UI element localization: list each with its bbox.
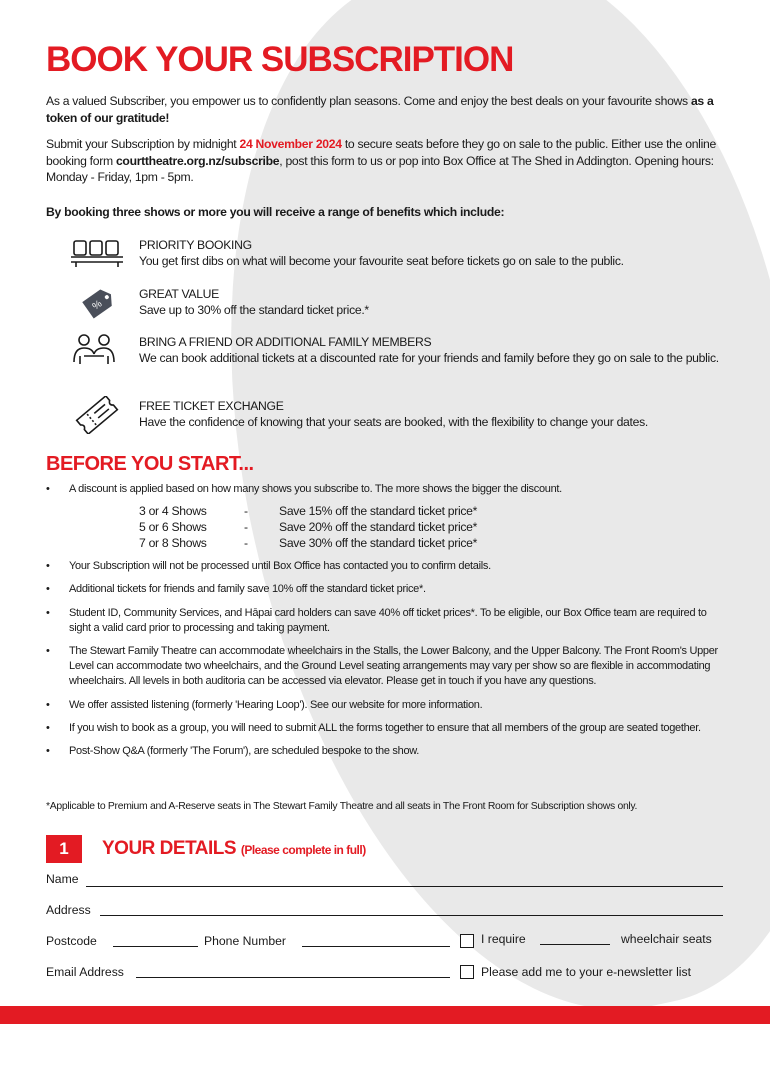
benefit-title: FREE TICKET EXCHANGE [139,399,284,413]
benefit-description: We can book additional tickets at a discounted rate for your friends and family before they go on sale to the public. [139,351,719,366]
tier-row [139,503,726,519]
phone-field[interactable] [302,946,450,947]
tier-shows: 7 or 8 Shows [139,536,207,551]
name-field[interactable] [86,886,723,887]
benefit-title: PRIORITY BOOKING [139,238,252,252]
page-title: BOOK YOUR SUBSCRIPTION [46,40,514,79]
seats-icon [70,235,124,275]
email-field[interactable] [136,977,450,978]
intro-gratitude: as a token of our gratitude! [46,94,714,125]
list-item: • The Stewart Family Theatre can accommodate wheelchairs in the Stalls, the Lower Balcony, and the Upper Balcony. The Front Room's Upper Level can accommodate two wheelchairs, and the Ground Level seating arrangements may vary per show so are flexible in accommodating wheelchairs. All levels in both auditoria can be accessed via elevator. Please get in touch if you have any questions. [46,644,726,690]
benefit-free-ticket-exchange [46,398,726,448]
intro-text: to secure seats before they go on sale to the public. Either use the online booking form [46,137,716,168]
tier-saving: Save 20% off the standard ticket price* [279,520,478,535]
notes-list [46,482,726,767]
wheelchair-label: wheelchair seats [621,932,712,946]
list-item: • We offer assisted listening (formerly 'Hearing Loop'). See our website for more information. [46,698,726,713]
benefit-bring-a-friend [46,334,726,384]
benefit-description: Save up to 30% off the standard ticket price.* [139,303,369,318]
list-item: • Your Subscription will not be processed until Box Office has contacted you to confirm details. [46,559,726,574]
wheelchair-count-field[interactable] [540,944,610,945]
intro-text: , post this form to us or pop into Box Office at The Shed in Addington. Opening hours: Monday - Friday, 1pm - 5pm. [46,153,714,184]
friends-icon [70,332,124,372]
discount-tag-icon [70,284,124,324]
intro-paragraph-2 [46,136,726,186]
tier-row [139,535,726,551]
tier-shows: 3 or 4 Shows [139,504,207,519]
tier-dash: - [244,536,248,551]
footnote: *Applicable to Premium and A-Reserve seats in The Stewart Family Theatre and all seats in The Front Room for Subscription shows only. [46,801,638,812]
benefit-priority-booking [46,237,726,287]
tier-saving: Save 15% off the standard ticket price* [279,504,478,519]
phone-label: Phone Number [204,934,286,948]
intro-text: As a valued Subscriber, you empower us to confidently plan seasons. Come and enjoy the best deals on your favourite shows [46,94,691,108]
section-title-text: YOUR DETAILS [102,838,237,859]
tier-dash: - [244,520,248,535]
list-item [46,482,726,551]
discount-note: A discount is applied based on how many shows you subscribe to. The more shows the bigger the discount. [69,483,562,495]
benefit-text [139,398,729,431]
benefit-text [139,334,729,367]
section-subtitle: (Please complete in full) [240,843,366,857]
intro-text: Submit your Subscription by midnight [46,137,240,151]
name-label: Name [46,872,79,886]
list-item: • Additional tickets for friends and family save 10% off the standard ticket price*. [46,582,726,597]
intro [46,93,726,196]
address-field[interactable] [100,915,723,916]
wheelchair-checkbox[interactable] [460,934,474,948]
tier-saving: Save 30% off the standard ticket price* [279,536,478,551]
tier-dash: - [244,504,248,519]
benefit-description: Have the confidence of knowing that your seats are booked, with the flexibility to change your dates. [139,415,648,430]
intro-paragraph-1 [46,93,726,126]
deadline-date: 24 November 2024 [239,137,342,151]
before-you-start-heading: BEFORE YOU START... [46,453,254,475]
list-item: • If you wish to book as a group, you will need to submit ALL the forms together to ensure that all members of the group are seated together. [46,721,726,736]
benefits-heading: By booking three shows or more you will receive a range of benefits which include: [46,205,505,219]
benefit-text [139,286,729,319]
postcode-field[interactable] [113,946,198,947]
benefit-title: BRING A FRIEND OR ADDITIONAL FAMILY MEMBERS [139,335,432,349]
benefit-description: You get first dibs on what will become your favourite seat before tickets go on sale to the public. [139,254,624,269]
benefit-title: GREAT VALUE [139,287,220,301]
svg-text:%: % [90,298,105,313]
discount-tiers [139,503,726,551]
section-number: 1 [46,835,82,863]
newsletter-checkbox[interactable] [460,965,474,979]
newsletter-label: Please add me to your e-newsletter list [481,965,691,979]
booking-url-link[interactable]: courttheatre.org.nz/subscribe [115,153,280,168]
bottom-accent-bar [0,1006,770,1024]
tier-shows: 5 or 6 Shows [139,520,207,535]
list-item: • Post-Show Q&A (formerly 'The Forum'), are scheduled bespoke to the show. [46,744,726,759]
address-label: Address [46,903,91,917]
email-label: Email Address [46,965,124,979]
require-label: I require [481,932,526,946]
list-item: • Student ID, Community Services, and Hāpai card holders can save 40% off ticket prices*. To be eligible, our Box Office team are required to sight a valid card prior to processing and taking payment. [46,606,726,636]
tier-row [139,519,726,535]
ticket-icon [70,396,124,436]
benefit-text [139,237,729,270]
benefit-great-value [46,286,726,336]
section-title [102,838,366,860]
postcode-label: Postcode [46,934,97,948]
